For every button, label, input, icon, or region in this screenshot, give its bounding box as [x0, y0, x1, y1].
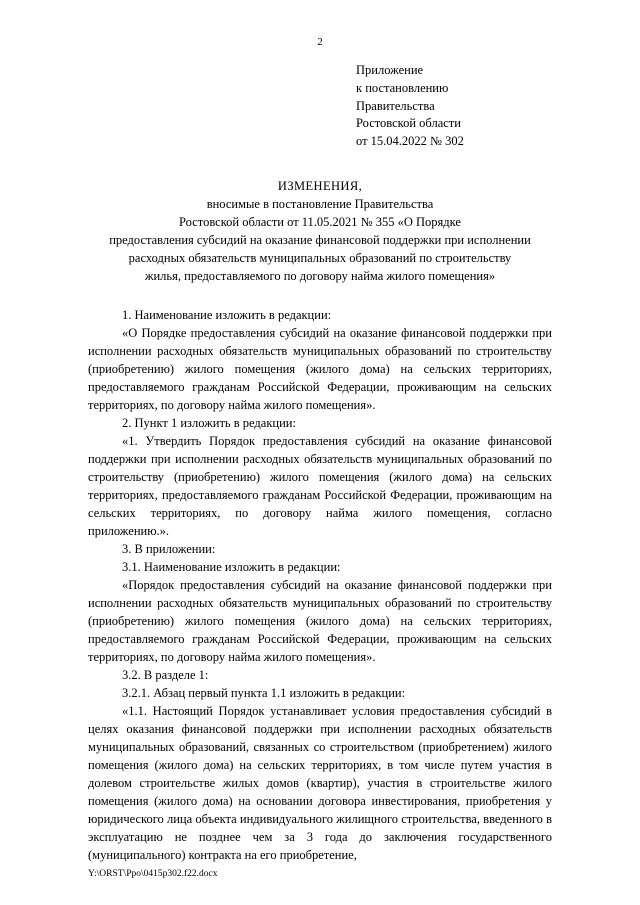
document-subtitle-line-1: вносимые в постановление Правительства	[206, 196, 434, 211]
appendix-line-3: Правительства	[356, 98, 435, 113]
appendix-line-2: к постановлению	[356, 80, 449, 95]
page-number: 2	[317, 36, 323, 48]
footer-file-path: Y:\ORST\Ppo\0415p302.f22.docx	[88, 869, 218, 879]
appendix-line-5: от 15.04.2022 № 302	[356, 134, 464, 148]
paragraph: 2. Пункт 1 изложить в редакции:	[122, 415, 296, 430]
document-subtitle-line-5: жилья, предоставляемого по договору найма жилого помещения»	[144, 269, 496, 284]
paragraph: 1. Наименование изложить в редакции:	[122, 307, 332, 322]
document-body	[88, 306, 552, 864]
document-subtitle-line-4: расходных обязательств муниципальных образований по строительству	[128, 251, 512, 266]
appendix-line-1: Приложение	[356, 63, 424, 77]
paragraph: 3.2. В разделе 1:	[122, 667, 209, 682]
paragraph: «1.1. Настоящий Порядок устанавливает условия предоставления субсидий в целях оказания финансовой поддержки при исполнении расходных обязательств муниципальных образований, связанных со строительством (приобретением) жилого помещения (жилого дома) на сельских территориях, в том числе путем участия в долевом строительстве жилых домов (квартир), участия в строительстве жилого помещения (жилого дома) на основании договора инвестирования, приобретения у юридического лица объекта индивидуального жилищного строительства, введенного в эксплуатацию не позднее чем за 3 года до заключения государственного (муниципального) контракта на его приобретение,	[88, 703, 552, 862]
paragraph: «О Порядке предоставления субсидий на оказание финансовой поддержки при исполнении расходных обязательств муниципальных образований по строительству (приобретению) жилого помещения (жилого дома) на сельских территориях, предоставляемого гражданам Российской Федерации, проживающим на сельских территориях, по договору найма жилого помещения».	[88, 325, 552, 412]
document-subtitle-line-3: предоставления субсидий на оказание финансовой поддержки при исполнении	[109, 233, 531, 248]
paragraph: 3.2.1. Абзац первый пункта 1.1 изложить в редакции:	[122, 685, 406, 700]
appendix-header	[356, 62, 552, 151]
paragraph: «Порядок предоставления субсидий на оказание финансовой поддержки при исполнении расходных обязательств муниципальных образований по строительству (приобретению) жилого помещения (жилого дома) на сельских территориях, предоставляемого гражданам Российской Федерации, проживающим на сельских территориях, по договору найма жилого помещения».	[88, 577, 552, 664]
appendix-line-4: Ростовской области	[356, 116, 461, 131]
document-title: ИЗМЕНЕНИЯ,	[277, 178, 363, 193]
paragraph: 3.1. Наименование изложить в редакции:	[122, 559, 341, 574]
document-title-block	[88, 177, 552, 286]
paragraph: 3. В приложении:	[122, 541, 216, 556]
paragraph: «1. Утвердить Порядок предоставления субсидий на оказание финансовой поддержки при исполнении расходных обязательств муниципальных образований по строительству (приобретению) жилого помещения (жилого дома) на сельских территориях, предоставляемого гражданам Российской Федерации, проживающим на сельских территориях, по договору найма жилого помещения, согласно приложению.».	[88, 433, 552, 538]
document-subtitle-line-2: Ростовской области от 11.05.2021 № 355 «О Порядке	[179, 215, 461, 229]
page-content	[88, 62, 552, 864]
